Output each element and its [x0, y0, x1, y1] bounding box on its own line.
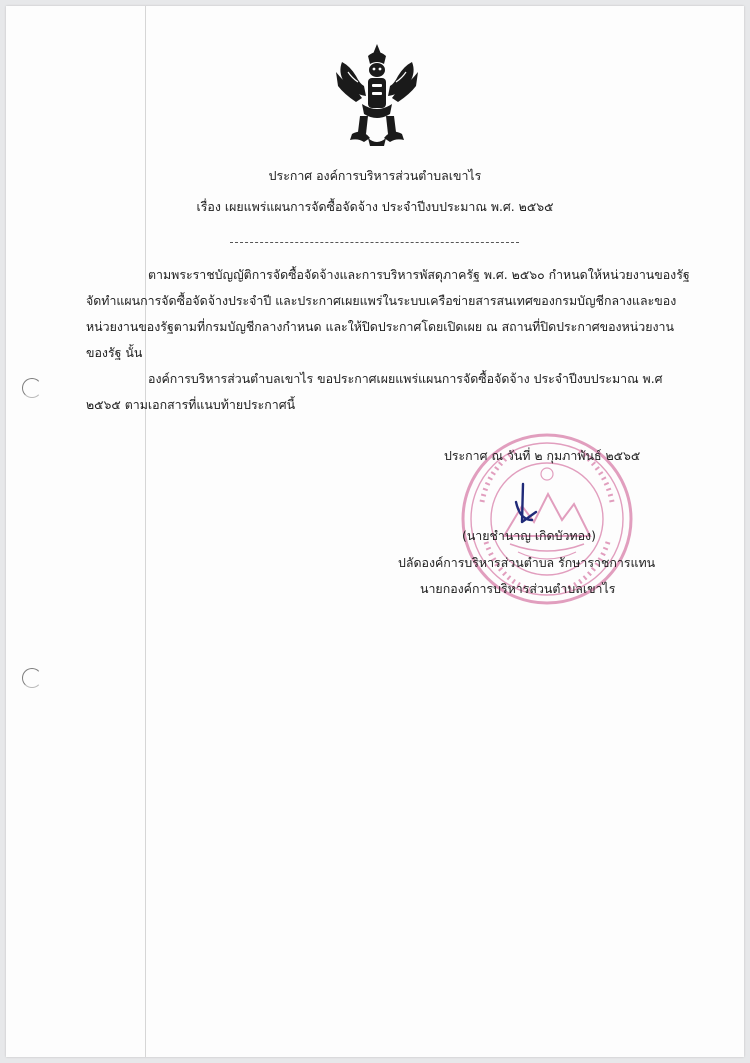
signatory-title-2: นายกองค์การบริหารส่วนตำบลเขาไร	[420, 581, 616, 596]
paragraph-1	[86, 262, 690, 366]
announcement-date: ประกาศ ณ วันที่ ๒ กุมภาพันธ์ ๒๕๖๕	[444, 448, 641, 463]
announcement-header: ประกาศ องค์การบริหารส่วนตำบลเขาไร	[268, 168, 482, 183]
paragraph-1-line-2: จัดทำแผนการจัดซื้อจัดจ้างประจำปี และประกาศเผยแพร่ในระบบเครือข่ายสารสนเทศของกรมบัญชีกลางและของ	[86, 293, 677, 308]
garuda-emblem-icon	[332, 42, 422, 148]
paragraph-2	[86, 366, 663, 418]
signatory-title-1: ปลัดองค์การบริหารส่วนตำบล รักษาราชการแทน	[398, 555, 656, 570]
punch-hole-top	[22, 378, 42, 398]
document-page	[6, 6, 744, 1057]
announcement-subject: เรื่อง เผยแพร่แผนการจัดซื้อจัดจ้าง ประจำปีงบประมาณ พ.ศ. ๒๕๖๕	[196, 199, 554, 214]
punch-hole-bottom	[22, 668, 42, 688]
paragraph-2-line-2: ๒๕๖๕ ตามเอกสารที่แนบท้ายประกาศนี้	[86, 397, 296, 412]
handwritten-signature	[506, 476, 550, 530]
signatory-name: (นายชำนาญ เกิดบัวทอง)	[462, 528, 596, 543]
separator-line	[230, 242, 519, 243]
paragraph-1-line-1: ตามพระราชบัญญัติการจัดซื้อจัดจ้างและการบริหารพัสดุภาครัฐ พ.ศ. ๒๕๖๐ กำหนดให้หน่วยงานของรัฐ	[148, 267, 690, 282]
paragraph-1-line-3: หน่วยงานของรัฐตามที่กรมบัญชีกลางกำหนด และให้ปิดประกาศโดยเปิดเผย ณ สถานที่ปิดประกาศของหน่วยงาน	[86, 319, 674, 334]
page-fold-line	[145, 6, 146, 1057]
paragraph-1-line-4: ของรัฐ นั้น	[86, 345, 143, 360]
paragraph-2-line-1: องค์การบริหารส่วนตำบลเขาไร ขอประกาศเผยแพร่แผนการจัดซื้อจัดจ้าง ประจำปีงบประมาณ พ.ศ	[148, 371, 663, 386]
